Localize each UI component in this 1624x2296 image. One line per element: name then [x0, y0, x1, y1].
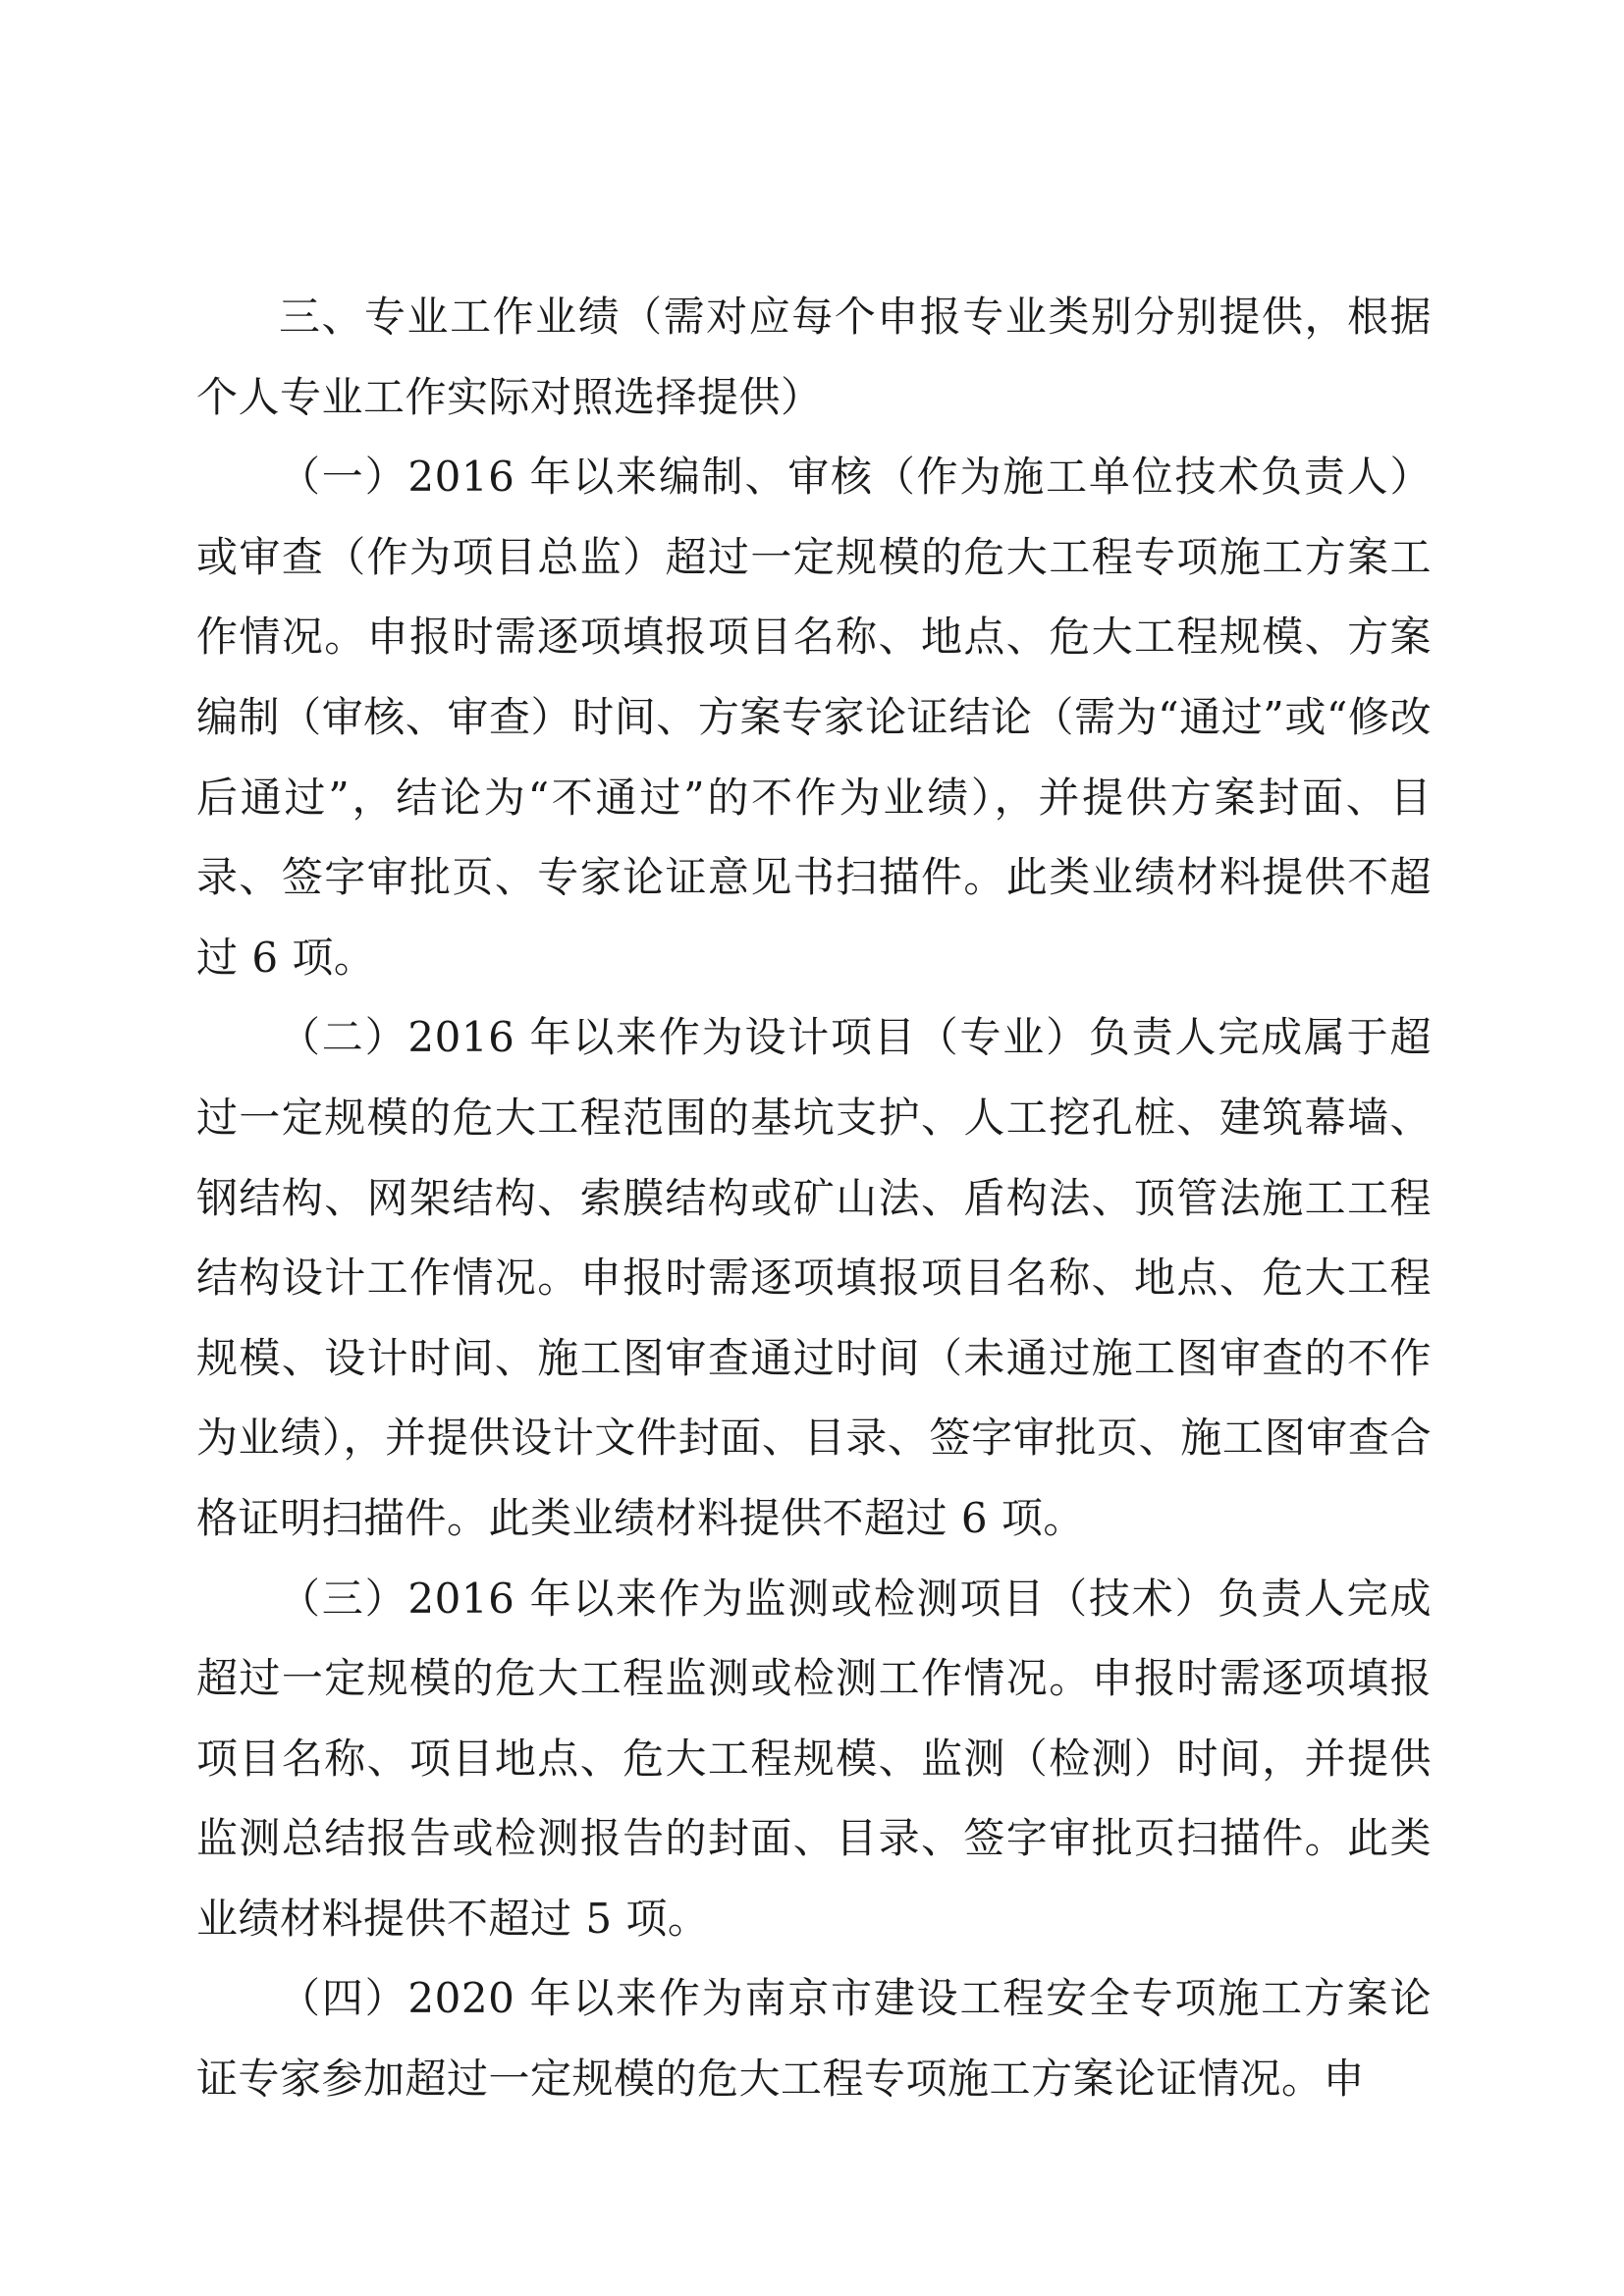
- paragraph-item-1: （一）2016 年以来编制、审核（作为施工单位技术负责人）或审查（作为项目总监）超过一定规模的危大工程专项施工方案工作情况。申报时需逐项填报项目名称、地点、危大工程规模、方案编制（审核、审查）时间、方案专家论证结论（需为“通过”或“修改后通过”，结论为“不通过”的不作为业绩），并提供方案封面、目录、签字审批页、专家论证意见书扫描件。此类业绩材料提供不超过 6 项。: [196, 453, 1432, 982]
- paragraph-item-3: （三）2016 年以来作为监测或检测项目（技术）负责人完成超过一定规模的危大工程监测或检测工作情况。申报时需逐项填报项目名称、项目地点、危大工程规模、监测（检测）时间，并提供监测总结报告或检测报告的封面、目录、签字审批页扫描件。此类业绩材料提供不超过 5 项。: [196, 1574, 1432, 1943]
- section-heading-professional-performance: 三、专业工作业绩（需对应每个申报专业类别分别提供，根据个人专业工作实际对照选择提供）: [196, 293, 1432, 421]
- paragraph-item-4: （四）2020 年以来作为南京市建设工程安全专项施工方案论证专家参加超过一定规模的危大工程专项施工方案论证情况。申: [196, 1974, 1432, 2104]
- document-body: [196, 277, 1432, 2119]
- paragraph-item-2: （二）2016 年以来作为设计项目（专业）负责人完成属于超过一定规模的危大工程范围的基坑支护、人工挖孔桩、建筑幕墙、钢结构、网架结构、索膜结构或矿山法、盾构法、顶管法施工工程结构设计工作情况。申报时需逐项填报项目名称、地点、危大工程规模、设计时间、施工图审查通过时间（未通过施工图审查的不作为业绩），并提供设计文件封面、目录、签字审批页、施工图审查合格证明扫描件。此类业绩材料提供不超过 6 项。: [196, 1013, 1432, 1542]
